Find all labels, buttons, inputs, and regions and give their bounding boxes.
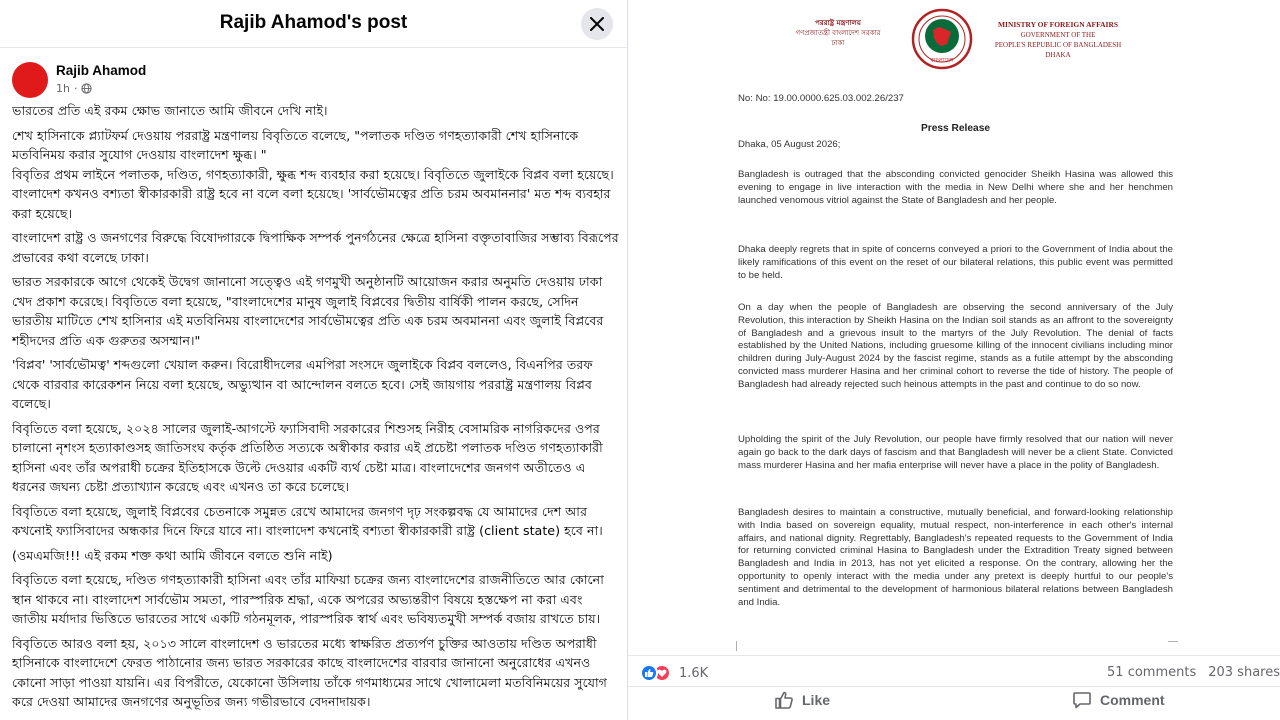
shares-count[interactable]: 203 shares bbox=[1208, 665, 1280, 680]
comment-button[interactable] bbox=[1072, 690, 1165, 710]
letterhead-en-line: PEOPLE'S REPUBLIC OF BANGLADESH bbox=[994, 41, 1122, 49]
header-divider bbox=[0, 47, 627, 48]
letterhead-en-line: MINISTRY OF FOREIGN AFFAIRS bbox=[997, 20, 1119, 29]
modal-title: Rajib Ahamod's post bbox=[219, 12, 408, 33]
like-reaction-icon bbox=[640, 664, 658, 682]
like-label: Like bbox=[802, 692, 831, 708]
close-icon bbox=[590, 17, 604, 31]
like-button[interactable] bbox=[774, 690, 830, 710]
letterhead-bangla bbox=[783, 18, 893, 48]
press-release-title: Press Release bbox=[920, 123, 991, 134]
crop-mark bbox=[736, 641, 744, 651]
post-text bbox=[12, 101, 620, 720]
letterhead-bn-line: গণপ্রজাতন্ত্রী বাংলাদেশ সরকার bbox=[795, 29, 881, 37]
letterhead-en-line: DHAKA bbox=[1045, 51, 1071, 59]
post-paragraph: 'বিপ্লব' 'সার্বভৌমত্ব' শব্দগুলো খেয়াল করুন। বিরোধীদলের এমপিরা সংসদে জুলাইকে বিপ্লব বললেও, বিএনপির তরফ থেকে বারবার কারেকশন নিয়ে বলা হয়েছে, অভ্যুত্থান বা আন্দোলন বলতে হবে। সেই জায়গায় পররাষ্ট্র মন্ত্রণালয় বিপ্লব বলেছে। bbox=[12, 357, 593, 411]
seal-text: বাংলাদেশ bbox=[930, 57, 954, 64]
document-paragraph: Dhaka deeply regrets that in spite of concerns conveyed a priori to the Government of India about the likely ramifications of this event on the reset of our bilateral relations, this public event was permitted to be held. bbox=[738, 244, 1173, 281]
post-paragraph: বাংলাদেশ রাষ্ট্র ও জনগণের বিরুদ্ধে বিষোদ্গারকে দ্বিপাক্ষিক সম্পর্ক পুনর্গঠনের ক্ষেত্রে হাসিনা বক্তৃতাবাজির সম্ভাব্য বিরূপের প্রভাবের কথা বলেছে ঢাকা। bbox=[12, 230, 619, 265]
post-paragraph: বিবৃতিতে আরও বলা হয়, ২০১৩ সালে বাংলাদেশ ও ভারতের মধ্যে স্বাক্ষরিত প্রত্যর্পণ চুক্তির আওতায় দণ্ডিত অপরাধী হাসিনাকে বাংলাদেশে ফেরত পাঠানোর জন্য ভারত সরকারের কাছে বাংলাদেশের বারবার জানানো অনুরোধের এখনও কোনো সাড়া পাওয়া যায়নি। এর বিপরীতে, যেকোনো উসিলায় তাঁকে গণমাধ্যমের সাথে খোলামেলা মতবিনিময়ের সুযোগ করে দেওয়া আমাদের জনগণের অনুভূতির জন্য গভীরভাবে বেদনাদায়ক। bbox=[12, 635, 607, 709]
post-paragraph: ভারতের প্রতি এই রকম ক্ষোভ জানাতে আমি জীবনে দেখি নাই। bbox=[12, 103, 328, 118]
post-meta bbox=[56, 82, 92, 95]
actions-divider bbox=[628, 686, 1280, 687]
crop-mark bbox=[1168, 641, 1178, 649]
post-time[interactable]: 1h bbox=[56, 82, 70, 95]
avatar[interactable] bbox=[12, 62, 48, 98]
close-button[interactable] bbox=[581, 8, 613, 40]
reactions-summary[interactable] bbox=[640, 664, 708, 682]
comment-icon bbox=[1072, 690, 1092, 710]
comments-count[interactable]: 51 comments bbox=[1107, 665, 1197, 680]
document-image[interactable] bbox=[628, 0, 1280, 720]
letterhead-english bbox=[983, 20, 1133, 60]
post-paragraph: বিবৃতিতে বলা হয়েছে, দণ্ডিত গণহত্যাকারী হাসিনা এবং তাঁর মাফিয়া চক্রের জন্য বাংলাদেশের রাজনীতিতে আর কোনো স্থান থাকবে না। বাংলাদেশ সার্বভৌম সমতা, পারস্পরিক শ্রদ্ধা, একে অপরের অভ্যন্তরীণ বিষয়ে হস্তক্ষেপ না করা এবং জাতীয় মর্যাদার ভিত্তিতে ভারতের সাথে একটি গঠনমূলক, পারস্পরিক স্বার্থ এবং ভবিষ্যতমুখী সম্পর্ক বজায় রাখতে চায়। bbox=[12, 572, 604, 626]
post-paragraph: ভারত সরকারকে আগে থেকেই উদ্বেগ জানানো সত্ত্বেও এই গণমুখী অনুষ্ঠানটি আয়োজন করার অনুমতি দেওয়ায় ঢাকা খেদ প্রকাশ করেছে। বিবৃতিতে বলা হয়েছে, "বাংলাদেশের মানুষ জুলাই বিপ্লবের দ্বিতীয় বার্ষিকী পালন করছে, সেদিন ভারতীয় মাটিতে শেখ হাসিনার এই মতবিনিময় বাংলাদেশের সার্বভৌমত্বের প্রতি এক চরম অবমাননা এবং জুলাই বিপ্লবের শহীদদের প্রতি এক গুরুতর অসম্মান।" bbox=[12, 274, 604, 348]
letterhead-bn-line: পররাষ্ট্র মন্ত্রণালয় bbox=[815, 19, 861, 27]
reference-number: No: No: 19.00.0000.625.03.002.26/237 bbox=[738, 93, 904, 104]
globe-icon bbox=[81, 83, 92, 94]
post-paragraph: বিবৃতিতে বলা হয়েছে, জুলাই বিপ্লবের চেতনাকে সমুন্নত রেখে আমাদের জনগণ দৃঢ় সংকল্পবদ্ধ যে আমাদের দেশ আর কখনোই ফ্যাসিবাদের অন্ধকার দিনে ফিরে যাবে না। বাংলাদেশ কখনোই বশ্যতা স্বীকারকারী রাষ্ট্র (client state) হবে না। bbox=[12, 503, 603, 538]
government-seal-icon bbox=[911, 8, 973, 70]
post-paragraph: বিবৃতিতে বলা হয়েছে, ২০২৪ সালের জুলাই-আগস্টে ফ্যাসিবাদী সরকারের শিশুসহ নিরীহ বেসামরিক নাগরিকদের ওপর চালানো নৃশংস হত্যাকাণ্ডসহ জাতিসংঘ কর্তৃক প্রতিষ্ঠিত সত্যকে অস্বীকার করার এই প্রচেষ্টা পলাতক দণ্ডিত গণহত্যাকারী হাসিনা এবং তাঁর অপরাধী চক্রের ইতিহাসকে উল্টে দেওয়ার একটি ব্যর্থ চেষ্টা মাত্র। বাংলাদেশের জনগণ অতীতেও এ ধরনের জঘন্য চেষ্টা প্রত্যাখ্যান করেছে এবং এখনও তা করে চলেছে। bbox=[12, 420, 603, 494]
reaction-count: 1.6K bbox=[679, 665, 709, 681]
letterhead-en-line: GOVERNMENT OF THE bbox=[1020, 31, 1096, 39]
post-paragraph: (ওমএমজি!!! এই রকম শক্ত কথা আমি জীবনে বলতে শুনি নাই) bbox=[12, 547, 333, 563]
engagement-counts bbox=[1107, 665, 1280, 680]
document-date: Dhaka, 05 August 2026; bbox=[738, 139, 841, 150]
author-name[interactable]: Rajib Ahamod bbox=[56, 63, 147, 78]
comment-label: Comment bbox=[1100, 692, 1165, 708]
letterhead-bn-line: ঢাকা bbox=[831, 39, 845, 47]
document-paragraph: Upholding the spirit of the July Revolution, our people have firmly resolved that our nation will never again go back to the dark days of fascism and that Bangladesh will never be a client State. Convicted mass murderer Hasina and her mafia enterprise will never have a place in the polity of Bangladesh. bbox=[738, 434, 1173, 471]
post-paragraph: শেখ হাসিনাকে প্ল্যাটফর্ম দেওয়ায় পররাষ্ট্র মন্ত্রণালয় বিবৃতিতে বলেছে, "পলাতক দণ্ডিত গণহত্যাকারী শেখ হাসিনাকে মতবিনিময় করার সুযোগ দেওয়ায় বাংলাদেশ ক্ষুব্ধ। " বিবৃতির প্রথম লাইনে পলাতক, দণ্ডিত, গণহত্যাকারী, ক্ষুব্ধ শব্দ ব্যবহার করা হয়েছে। বিবৃতিতে জুলাইকে বিপ্লব বলা হয়েছে। বাংলাদেশ কখনও বশ্যতা স্বীকারকারী রাষ্ট্র হবে না বলে বলা হয়েছে। 'সার্বভৌমত্বের প্রতি চরম অবমাননার' মত শব্দ ব্যবহার করা হয়েছে। bbox=[12, 127, 614, 221]
document-paragraph: Bangladesh is outraged that the absconding convicted genocider Sheikh Hasina was allowed this evening to engage in live interaction with the media in New Delhi where she and her henchmen launched venomous vitriol against the State of Bangladesh and her people. bbox=[738, 169, 1173, 206]
document-paragraph: On a day when the people of Bangladesh are observing the second anniversary of the July Revolution, this interaction by Sheikh Hasina on the Indian soil stands as an affront to the sovereignty of Bangladesh and a grievous insult to the martyrs of the July Revolution. The denial of facts established by the United Nations, including gruesome killing of the innocent civilians including minor children during July-August 2024 by the fascist regime, stands as a futile attempt by the absconding convicted mass murderer Hasina and her criminal cohort to reverse the tide of history. The people of Bangladesh had already rejected such heinous attempts in the past and continue to do so now. bbox=[738, 302, 1173, 390]
document-paragraph: Bangladesh desires to maintain a constructive, mutually beneficial, and forward-looking relationship with India based on sovereign equality, mutual respect, non-interference in each other's internal affairs, and national dignity. Regrettably, Bangladesh's repeated requests to the Government of India for returning convicted criminal Hasina to Bangladesh under the Extradition Treaty signed between Bangladesh and India in 2013, has not yet elicited a response. On the contrary, allowing her the opportunity to openly interact with the media under any pretext is deeply hurtful to our people's sentiment and detrimental to the development of harmonious bilateral relations between Bangladesh and India. bbox=[738, 507, 1173, 608]
thumbs-up-icon bbox=[774, 690, 794, 710]
post-panel bbox=[0, 0, 627, 720]
separator-dot: · bbox=[73, 82, 78, 95]
engagement-divider bbox=[628, 655, 1280, 656]
